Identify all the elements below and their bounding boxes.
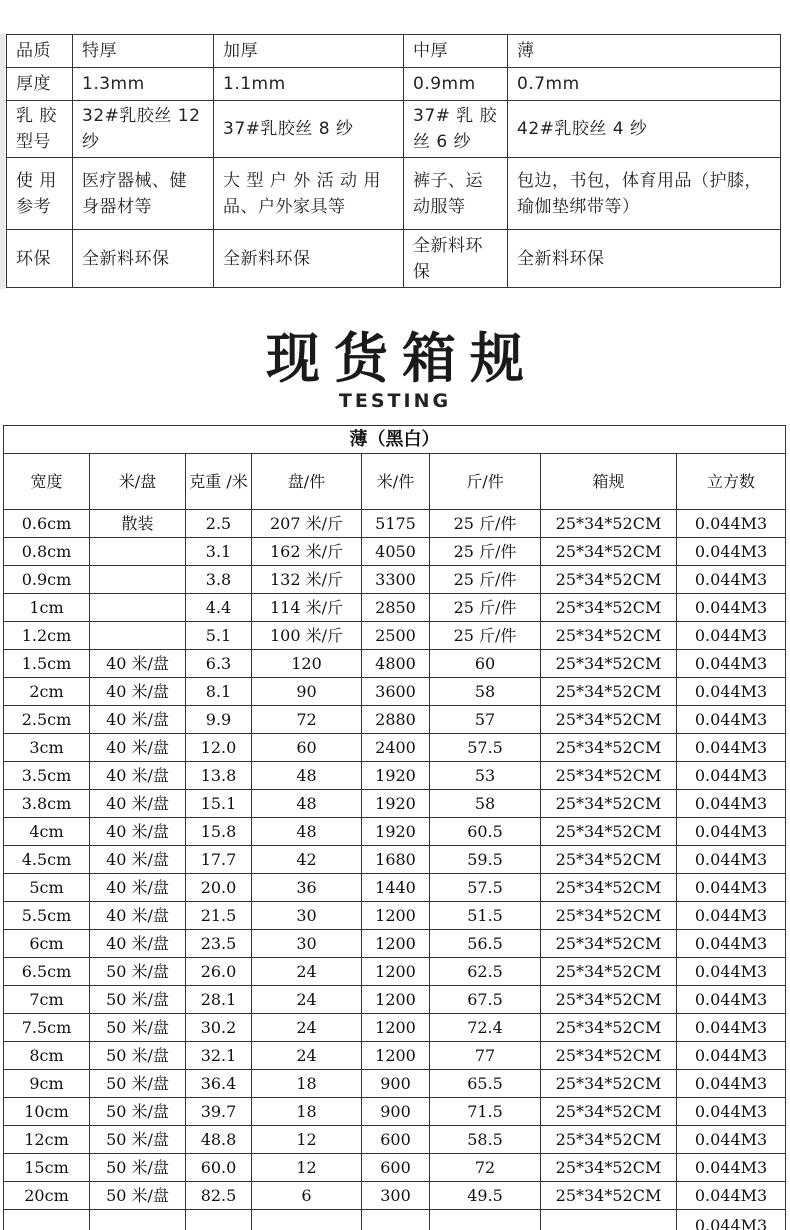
table-cell: 50 米/盘 bbox=[90, 1042, 186, 1070]
table-cell: 3600 bbox=[362, 678, 430, 706]
column-header: 盘/件 bbox=[252, 454, 362, 510]
table-cell: 25*34*52CM bbox=[541, 510, 677, 538]
table-cell: 2500 bbox=[362, 622, 430, 650]
table-cell: 2.5 bbox=[186, 510, 252, 538]
column-header: 立方数 bbox=[677, 454, 786, 510]
table-cell: 57.5 bbox=[430, 874, 541, 902]
comparison-cell: 全新料环保 bbox=[73, 230, 214, 288]
table-cell: 1.2cm bbox=[4, 622, 90, 650]
table-cell: 1200 bbox=[362, 902, 430, 930]
table-cell bbox=[4, 1210, 90, 1230]
table-cell: 25*34*52CM bbox=[541, 1126, 677, 1154]
table-cell: 25*34*52CM bbox=[541, 566, 677, 594]
table-row bbox=[4, 874, 786, 902]
table-cell: 600 bbox=[362, 1126, 430, 1154]
table-cell: 0.044M3 bbox=[677, 1098, 786, 1126]
table-cell: 72.4 bbox=[430, 1014, 541, 1042]
table-cell: 25*34*52CM bbox=[541, 930, 677, 958]
table-cell: 25*34*52CM bbox=[541, 1014, 677, 1042]
comparison-cell: 1.3mm bbox=[73, 68, 214, 101]
comparison-cell: 1.1mm bbox=[214, 68, 404, 101]
table-cell: 40 米/盘 bbox=[90, 650, 186, 678]
table-row bbox=[4, 846, 786, 874]
row-label-cell: 使 用 参考 bbox=[7, 158, 73, 230]
table-cell: 0.044M3 bbox=[677, 846, 786, 874]
table-cell: 12 bbox=[252, 1154, 362, 1182]
table-cell: 1680 bbox=[362, 846, 430, 874]
table-cell: 6 bbox=[252, 1182, 362, 1210]
table-cell: 0.044M3 bbox=[677, 594, 786, 622]
table-cell: 58 bbox=[430, 790, 541, 818]
table-cell: 20cm bbox=[4, 1182, 90, 1210]
comparison-cell: 医疗器械、健 身器材等 bbox=[73, 158, 214, 230]
table-row bbox=[4, 510, 786, 538]
table-row bbox=[4, 1154, 786, 1182]
table-cell: 1.5cm bbox=[4, 650, 90, 678]
table-cell: 6.3 bbox=[186, 650, 252, 678]
table-cell: 40 米/盘 bbox=[90, 874, 186, 902]
table-cell: 12 bbox=[252, 1126, 362, 1154]
comparison-cell: 42#乳胶丝 4 纱 bbox=[508, 101, 781, 158]
table-cell: 0.044M3 bbox=[677, 1042, 786, 1070]
table-row bbox=[4, 930, 786, 958]
comparison-row bbox=[7, 68, 781, 101]
table-cell: 25*34*52CM bbox=[541, 594, 677, 622]
table-cell: 18 bbox=[252, 1098, 362, 1126]
table-cell: 0.044M3 bbox=[677, 1070, 786, 1098]
table-cell: 40 米/盘 bbox=[90, 902, 186, 930]
comparison-cell: 大 型 户 外 活 动 用 品、户外家具等 bbox=[214, 158, 404, 230]
column-header: 克重 /米 bbox=[186, 454, 252, 510]
table-cell: 21.5 bbox=[186, 902, 252, 930]
table-cell: 7cm bbox=[4, 986, 90, 1014]
table-cell: 90 bbox=[252, 678, 362, 706]
table-cell: 1440 bbox=[362, 874, 430, 902]
table-cell: 100 米/斤 bbox=[252, 622, 362, 650]
table-cell: 5.5cm bbox=[4, 902, 90, 930]
table-cell: 0.044M3 bbox=[677, 930, 786, 958]
table-cell: 25*34*52CM bbox=[541, 1070, 677, 1098]
comparison-row bbox=[7, 158, 781, 230]
table-cell: 2cm bbox=[4, 678, 90, 706]
table-caption: 薄（黑白） bbox=[4, 426, 786, 454]
comparison-cell: 0.9mm bbox=[404, 68, 508, 101]
table-cell: 25*34*52CM bbox=[541, 818, 677, 846]
table-cell bbox=[90, 622, 186, 650]
table-cell: 4050 bbox=[362, 538, 430, 566]
table-cell: 65.5 bbox=[430, 1070, 541, 1098]
table-cell: 0.044M3 bbox=[677, 874, 786, 902]
column-header: 米/盘 bbox=[90, 454, 186, 510]
table-cell: 1200 bbox=[362, 986, 430, 1014]
table-cell: 25 斤/件 bbox=[430, 622, 541, 650]
table-cell: 9cm bbox=[4, 1070, 90, 1098]
column-header: 米/件 bbox=[362, 454, 430, 510]
table-cell: 0.044M3 bbox=[677, 1154, 786, 1182]
table-row bbox=[4, 734, 786, 762]
table-cell: 71.5 bbox=[430, 1098, 541, 1126]
table-cell: 2880 bbox=[362, 706, 430, 734]
table-cell: 24 bbox=[252, 958, 362, 986]
table-cell: 6.5cm bbox=[4, 958, 90, 986]
table-cell: 48 bbox=[252, 762, 362, 790]
page-title: 现货箱规 bbox=[266, 327, 538, 390]
table-cell: 0.044M3 bbox=[677, 538, 786, 566]
table-row bbox=[4, 594, 786, 622]
column-header: 箱规 bbox=[541, 454, 677, 510]
table-cell: 50 米/盘 bbox=[90, 1126, 186, 1154]
row-label-cell: 厚度 bbox=[7, 68, 73, 101]
table-cell bbox=[430, 1210, 541, 1230]
table-cell: 2.5cm bbox=[4, 706, 90, 734]
table-row bbox=[4, 650, 786, 678]
comparison-cell: 包边，书包，体育用品（护膝，瑜伽垫绑带等） bbox=[508, 158, 781, 230]
table-cell: 3300 bbox=[362, 566, 430, 594]
table-cell: 26.0 bbox=[186, 958, 252, 986]
table-cell: 0.044M3 bbox=[677, 706, 786, 734]
table-cell: 60 bbox=[430, 650, 541, 678]
table-cell: 40 米/盘 bbox=[90, 678, 186, 706]
table-row bbox=[4, 790, 786, 818]
table-row bbox=[4, 706, 786, 734]
table-cell: 58.5 bbox=[430, 1126, 541, 1154]
table-cell: 25*34*52CM bbox=[541, 678, 677, 706]
table-cell: 67.5 bbox=[430, 986, 541, 1014]
comparison-cell: 中厚 bbox=[404, 35, 508, 68]
table-cell: 18 bbox=[252, 1070, 362, 1098]
table-cell: 3.8 bbox=[186, 566, 252, 594]
table-row bbox=[4, 1126, 786, 1154]
table-cell: 3.8cm bbox=[4, 790, 90, 818]
table-cell: 0.6cm bbox=[4, 510, 90, 538]
table-cell: 40 米/盘 bbox=[90, 818, 186, 846]
table-row bbox=[4, 818, 786, 846]
table-row bbox=[4, 622, 786, 650]
table-row bbox=[4, 762, 786, 790]
table-cell: 0.044M3 bbox=[677, 734, 786, 762]
table-cell: 0.044M3 bbox=[677, 818, 786, 846]
table-cell: 6cm bbox=[4, 930, 90, 958]
table-cell: 49.5 bbox=[430, 1182, 541, 1210]
table-row bbox=[4, 958, 786, 986]
table-row bbox=[4, 986, 786, 1014]
column-header: 宽度 bbox=[4, 454, 90, 510]
table-cell: 58 bbox=[430, 678, 541, 706]
table-cell: 3.1 bbox=[186, 538, 252, 566]
table-cell: 60.5 bbox=[430, 818, 541, 846]
table-cell: 25*34*52CM bbox=[541, 734, 677, 762]
table-cell: 600 bbox=[362, 1154, 430, 1182]
table-cell: 0.044M3 bbox=[677, 790, 786, 818]
table-cell: 9.9 bbox=[186, 706, 252, 734]
table-cell: 72 bbox=[252, 706, 362, 734]
table-cell: 162 米/斤 bbox=[252, 538, 362, 566]
table-cell: 40 米/盘 bbox=[90, 706, 186, 734]
table-cell: 50 米/盘 bbox=[90, 1070, 186, 1098]
table-cell: 30.2 bbox=[186, 1014, 252, 1042]
table-cell: 25*34*52CM bbox=[541, 538, 677, 566]
table-cell: 1920 bbox=[362, 762, 430, 790]
table-cell: 60.0 bbox=[186, 1154, 252, 1182]
table-cell: 0.044M3 bbox=[677, 566, 786, 594]
table-cell: 36 bbox=[252, 874, 362, 902]
table-cell: 1200 bbox=[362, 958, 430, 986]
table-cell: 4cm bbox=[4, 818, 90, 846]
table-cell: 20.0 bbox=[186, 874, 252, 902]
table-row bbox=[4, 566, 786, 594]
table-cell bbox=[90, 594, 186, 622]
table-cell: 8cm bbox=[4, 1042, 90, 1070]
row-label-cell: 乳 胶 型号 bbox=[7, 101, 73, 158]
table-row bbox=[4, 1042, 786, 1070]
column-header: 斤/件 bbox=[430, 454, 541, 510]
comparison-cell: 全新料环 保 bbox=[404, 230, 508, 288]
table-cell: 120 bbox=[252, 650, 362, 678]
table-cell: 1200 bbox=[362, 930, 430, 958]
table-cell bbox=[362, 1210, 430, 1230]
comparison-cell: 0.7mm bbox=[508, 68, 781, 101]
comparison-cell: 32#乳胶丝 12 纱 bbox=[73, 101, 214, 158]
table-cell: 25*34*52CM bbox=[541, 1182, 677, 1210]
table-cell: 42 bbox=[252, 846, 362, 874]
table-cell: 25*34*52CM bbox=[541, 762, 677, 790]
table-cell: 1cm bbox=[4, 594, 90, 622]
table-cell: 7.5cm bbox=[4, 1014, 90, 1042]
table-cell: 25*34*52CM bbox=[541, 622, 677, 650]
table-cell: 28.1 bbox=[186, 986, 252, 1014]
table-cell: 82.5 bbox=[186, 1182, 252, 1210]
table-cell: 3.5cm bbox=[4, 762, 90, 790]
table-cell: 0.044M3 bbox=[677, 1014, 786, 1042]
comparison-cell: 全新料环保 bbox=[508, 230, 781, 288]
table-cell: 0.044M3 bbox=[677, 1210, 786, 1230]
table-cell: 25 斤/件 bbox=[430, 566, 541, 594]
page-subtitle: TESTING bbox=[338, 390, 452, 412]
table-cell: 3cm bbox=[4, 734, 90, 762]
table-row bbox=[4, 1014, 786, 1042]
table-cell: 0.044M3 bbox=[677, 622, 786, 650]
table-cell: 25*34*52CM bbox=[541, 874, 677, 902]
table-cell: 0.044M3 bbox=[677, 1126, 786, 1154]
comparison-cell: 加厚 bbox=[214, 35, 404, 68]
table-cell: 5.1 bbox=[186, 622, 252, 650]
table-cell: 53 bbox=[430, 762, 541, 790]
table-cell: 25 斤/件 bbox=[430, 538, 541, 566]
table-cell: 30 bbox=[252, 902, 362, 930]
table-cell: 12cm bbox=[4, 1126, 90, 1154]
table-cell: 15.8 bbox=[186, 818, 252, 846]
table-cell: 0.8cm bbox=[4, 538, 90, 566]
table-cell: 60 bbox=[252, 734, 362, 762]
comparison-cell: 薄 bbox=[508, 35, 781, 68]
table-cell: 57 bbox=[430, 706, 541, 734]
table-cell: 5175 bbox=[362, 510, 430, 538]
table-cell: 0.044M3 bbox=[677, 902, 786, 930]
table-cell: 132 米/斤 bbox=[252, 566, 362, 594]
material-comparison-table bbox=[6, 34, 781, 288]
table-cell: 40 米/盘 bbox=[90, 762, 186, 790]
table-cell: 24 bbox=[252, 1042, 362, 1070]
table-cell: 25*34*52CM bbox=[541, 790, 677, 818]
table-cell: 25*34*52CM bbox=[541, 1154, 677, 1182]
table-cell: 900 bbox=[362, 1070, 430, 1098]
table-cell: 40 米/盘 bbox=[90, 846, 186, 874]
comparison-row bbox=[7, 230, 781, 288]
table-cell: 62.5 bbox=[430, 958, 541, 986]
table-row bbox=[4, 1182, 786, 1210]
table-cell: 0.044M3 bbox=[677, 762, 786, 790]
table-cell: 0.044M3 bbox=[677, 510, 786, 538]
table-cell: 2400 bbox=[362, 734, 430, 762]
table-row bbox=[4, 1070, 786, 1098]
table-cell: 50 米/盘 bbox=[90, 1182, 186, 1210]
comparison-row bbox=[7, 101, 781, 158]
table-cell: 25*34*52CM bbox=[541, 986, 677, 1014]
table-cell: 0.044M3 bbox=[677, 986, 786, 1014]
table-cell: 25 斤/件 bbox=[430, 594, 541, 622]
table-cell: 0.044M3 bbox=[677, 1182, 786, 1210]
table-cell: 4.4 bbox=[186, 594, 252, 622]
table-cell: 50 米/盘 bbox=[90, 1014, 186, 1042]
table-cell: 40 米/盘 bbox=[90, 734, 186, 762]
table-cell: 0.044M3 bbox=[677, 650, 786, 678]
table-cell: 25*34*52CM bbox=[541, 1098, 677, 1126]
table-cell bbox=[541, 1210, 677, 1230]
table-cell: 4800 bbox=[362, 650, 430, 678]
table-cell: 72 bbox=[430, 1154, 541, 1182]
table-cell: 40 米/盘 bbox=[90, 790, 186, 818]
table-cell: 25*34*52CM bbox=[541, 1042, 677, 1070]
table-cell: 77 bbox=[430, 1042, 541, 1070]
table-cell: 48.8 bbox=[186, 1126, 252, 1154]
comparison-cell: 特厚 bbox=[73, 35, 214, 68]
comparison-cell: 全新料环保 bbox=[214, 230, 404, 288]
table-cell: 24 bbox=[252, 986, 362, 1014]
comparison-cell: 37#乳胶丝 8 纱 bbox=[214, 101, 404, 158]
table-cell: 59.5 bbox=[430, 846, 541, 874]
table-cell: 48 bbox=[252, 818, 362, 846]
table-row bbox=[4, 1210, 786, 1230]
row-label-cell: 品质 bbox=[7, 35, 73, 68]
table-cell bbox=[90, 566, 186, 594]
table-cell: 57.5 bbox=[430, 734, 541, 762]
table-cell: 24 bbox=[252, 1014, 362, 1042]
table-cell: 5cm bbox=[4, 874, 90, 902]
box-spec-table bbox=[3, 425, 786, 1230]
table-cell: 12.0 bbox=[186, 734, 252, 762]
table-cell: 23.5 bbox=[186, 930, 252, 958]
table-cell: 10cm bbox=[4, 1098, 90, 1126]
table-cell: 8.1 bbox=[186, 678, 252, 706]
table-cell bbox=[90, 538, 186, 566]
comparison-cell: 37# 乳 胶 丝 6 纱 bbox=[404, 101, 508, 158]
table-cell: 2850 bbox=[362, 594, 430, 622]
table-cell: 900 bbox=[362, 1098, 430, 1126]
table-cell: 25*34*52CM bbox=[541, 846, 677, 874]
table-cell: 48 bbox=[252, 790, 362, 818]
table-cell: 13.8 bbox=[186, 762, 252, 790]
table-cell: 32.1 bbox=[186, 1042, 252, 1070]
table-cell: 15cm bbox=[4, 1154, 90, 1182]
table-cell: 30 bbox=[252, 930, 362, 958]
table-cell: 36.4 bbox=[186, 1070, 252, 1098]
table-row bbox=[4, 1098, 786, 1126]
table-cell: 25 斤/件 bbox=[430, 510, 541, 538]
table-cell: 50 米/盘 bbox=[90, 958, 186, 986]
table-cell: 0.9cm bbox=[4, 566, 90, 594]
table-cell: 25*34*52CM bbox=[541, 706, 677, 734]
table-cell: 25*34*52CM bbox=[541, 958, 677, 986]
table-cell: 15.1 bbox=[186, 790, 252, 818]
table-cell: 50 米/盘 bbox=[90, 1154, 186, 1182]
table-cell: 25*34*52CM bbox=[541, 650, 677, 678]
table-cell: 50 米/盘 bbox=[90, 1098, 186, 1126]
table-row bbox=[4, 678, 786, 706]
table-cell: 51.5 bbox=[430, 902, 541, 930]
comparison-cell: 裤子、运 动服等 bbox=[404, 158, 508, 230]
table-cell: 1920 bbox=[362, 818, 430, 846]
table-cell: 1200 bbox=[362, 1014, 430, 1042]
comparison-header-row bbox=[7, 35, 781, 68]
table-cell: 1920 bbox=[362, 790, 430, 818]
table-cell: 散装 bbox=[90, 510, 186, 538]
table-cell: 39.7 bbox=[186, 1098, 252, 1126]
table-cell: 40 米/盘 bbox=[90, 930, 186, 958]
table-cell: 0.044M3 bbox=[677, 958, 786, 986]
table-cell: 50 米/盘 bbox=[90, 986, 186, 1014]
table-cell: 300 bbox=[362, 1182, 430, 1210]
table-cell: 17.7 bbox=[186, 846, 252, 874]
table-row bbox=[4, 902, 786, 930]
left-gutter bbox=[0, 34, 5, 289]
table-cell bbox=[252, 1210, 362, 1230]
table-cell: 114 米/斤 bbox=[252, 594, 362, 622]
table-cell: 207 米/斤 bbox=[252, 510, 362, 538]
table-cell: 0.044M3 bbox=[677, 678, 786, 706]
table-row bbox=[4, 538, 786, 566]
table-cell: 4.5cm bbox=[4, 846, 90, 874]
table-cell: 25*34*52CM bbox=[541, 902, 677, 930]
row-label-cell: 环保 bbox=[7, 230, 73, 288]
table-cell: 56.5 bbox=[430, 930, 541, 958]
table-cell: 1200 bbox=[362, 1042, 430, 1070]
table-cell bbox=[90, 1210, 186, 1230]
table-cell bbox=[186, 1210, 252, 1230]
